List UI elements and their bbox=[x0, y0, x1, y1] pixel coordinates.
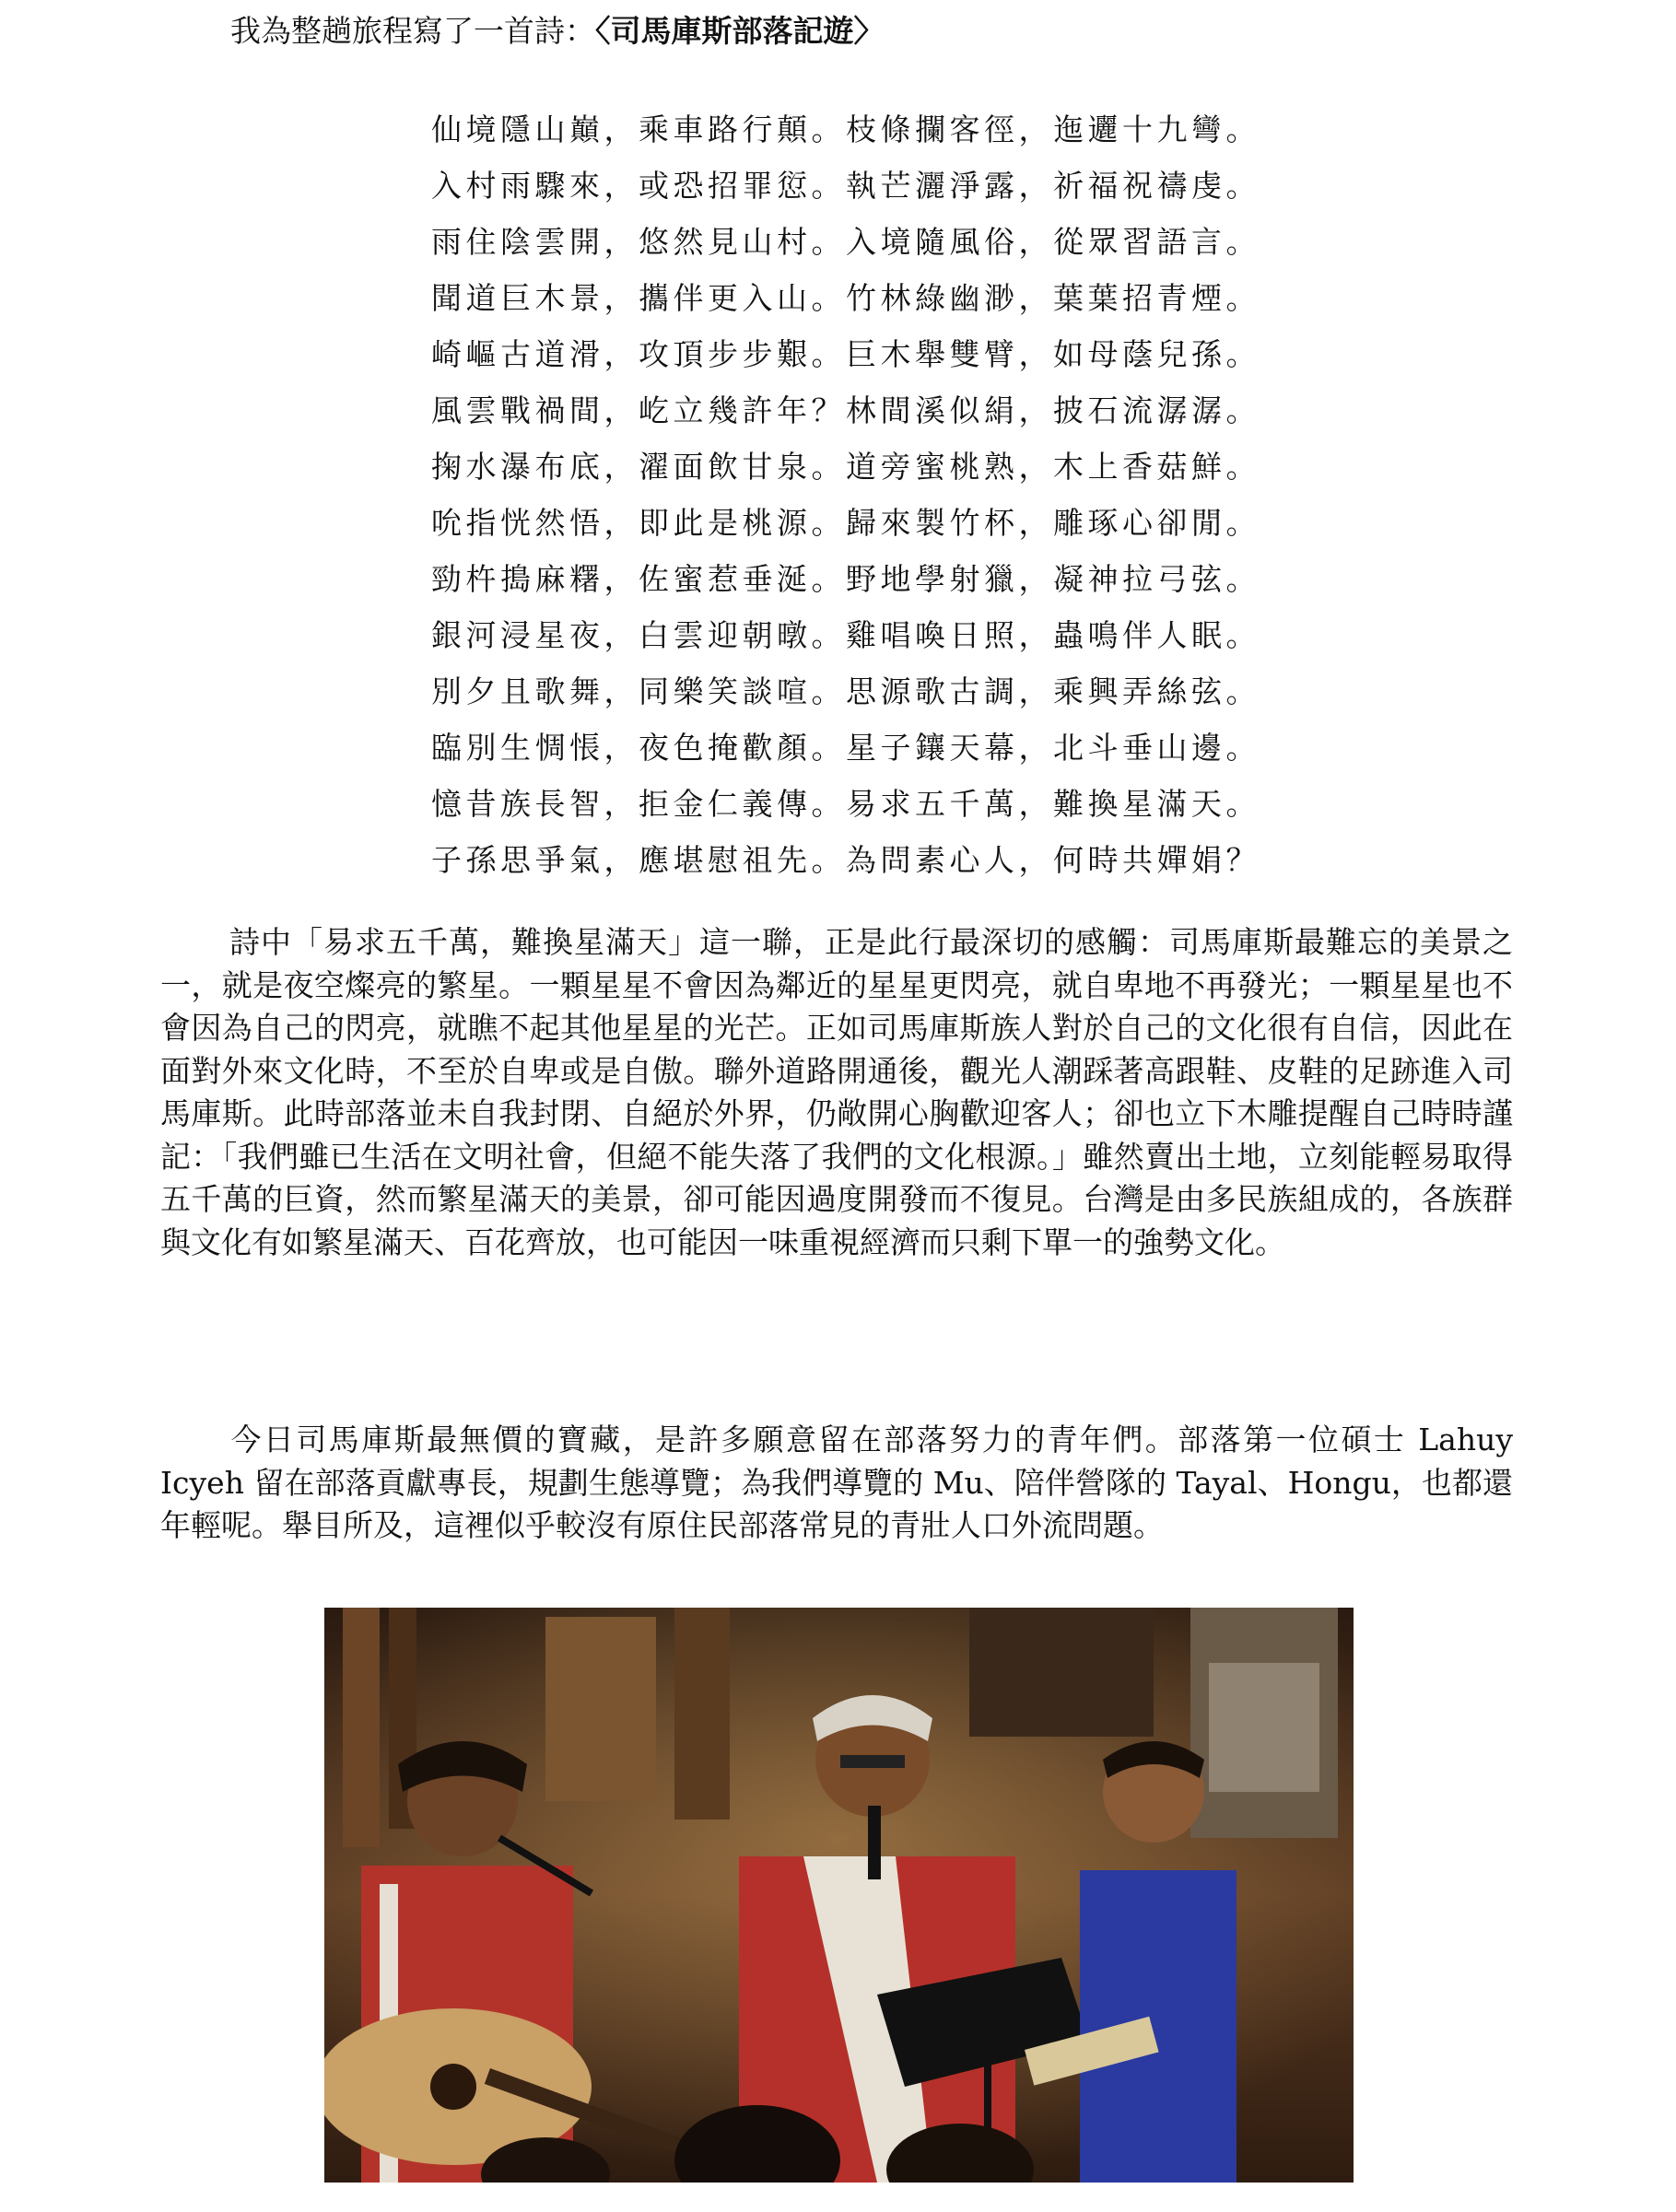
paragraph-text: 今日司馬庫斯最無價的寶藏，是許多願意留在部落努力的青年們。部落第一位碩士 Lahuy Icyeh 留在部落貢獻專長，規劃生態導覽；為我們導覽的 Mu、陪伴營隊的 Tayal、Hongu，也都還年輕呢。舉目所及，這裡似乎較沒有原住民部落常見的青壯人口外流問題。 bbox=[160, 1422, 1513, 1543]
intro-text: 我為整趟旅程寫了一首詩： bbox=[230, 13, 595, 49]
poem-line: 吮指恍然悟，即此是桃源。歸來製竹杯，雕琢心卻閒。 bbox=[431, 505, 1260, 541]
poem-line: 勁杵搗麻糬，佐蜜惹垂涎。野地學射獵，凝神拉弓弦。 bbox=[431, 561, 1260, 597]
poem-line: 掬水瀑布底，濯面飲甘泉。道旁蜜桃熟，木上香菇鮮。 bbox=[431, 449, 1260, 485]
poem-line: 風雲戰禍間，屹立幾許年？林間溪似絹，披石流潺潺。 bbox=[431, 392, 1260, 428]
poem-line: 雨住陰雲開，悠然見山村。入境隨風俗，從眾習語言。 bbox=[431, 224, 1260, 260]
poem-line: 銀河浸星夜，白雲迎朝暾。雞唱喚日照，蟲鳴伴人眠。 bbox=[431, 617, 1260, 653]
photo-three-young-men-singing-with-guitar-icon bbox=[324, 1608, 1354, 2183]
poem bbox=[431, 101, 1260, 888]
poem-line: 別夕且歌舞，同樂笑談喧。思源歌古調，乘興弄絲弦。 bbox=[431, 673, 1260, 709]
poem-line: 臨別生惆悵，夜色掩歡顏。星子鑲天幕，北斗垂山邊。 bbox=[431, 730, 1260, 766]
poem-line: 崎嶇古道滑，攻頂步步艱。巨木舉雙臂，如母蔭兒孫。 bbox=[431, 336, 1260, 372]
photo bbox=[324, 1608, 1354, 2183]
poem-line: 仙境隱山巔，乘車路行顛。枝條攔客徑，迤邐十九彎。 bbox=[431, 111, 1260, 147]
paragraph-text: 詩中「易求五千萬，難換星滿天」這一聯，正是此行最深切的感觸：司馬庫斯最難忘的美景之一，就是夜空燦亮的繁星。一顆星星不會因為鄰近的星星更閃亮，就自卑地不再發光；一顆星星也不會因為自己的閃亮，就瞧不起其他星星的光芒。正如司馬庫斯族人對於自己的文化很有自信，因此在面對外來文化時，不至於自卑或是自傲。聯外道路開通後，觀光人潮踩著高跟鞋、皮鞋的足跡進入司馬庫斯。此時部落並未自我封閉、自絕於外界，仍敞開心胸歡迎客人；卻也立下木雕提醒自己時時謹記：「我們雖已生活在文明社會，但絕不能失落了我們的文化根源。」雖然賣出土地，立刻能輕易取得五千萬的巨資，然而繁星滿天的美景，卻可能因過度開發而不復見。台灣是由多民族組成的，各族群與文化有如繁星滿天、百花齊放，也可能因一味重視經濟而只剩下單一的強勢文化。 bbox=[160, 924, 1513, 1260]
poem-title: 〈司馬庫斯部落記遊〉 bbox=[595, 13, 885, 49]
poem-line: 聞道巨木景，攜伴更入山。竹林綠幽渺，葉葉招青煙。 bbox=[431, 280, 1260, 316]
poem-line: 子孫思爭氣，應堪慰祖先。為問素心人，何時共嬋娟？ bbox=[431, 842, 1260, 878]
body-paragraph bbox=[160, 1419, 1513, 1548]
poem-line: 憶昔族長智，拒金仁義傳。易求五千萬，難換星滿天。 bbox=[431, 786, 1260, 822]
intro-line bbox=[230, 9, 885, 53]
poem-line: 入村雨驟來，或恐招罪愆。執芒灑淨露，祈福祝禱虔。 bbox=[431, 168, 1260, 204]
body-paragraph bbox=[160, 921, 1513, 1264]
